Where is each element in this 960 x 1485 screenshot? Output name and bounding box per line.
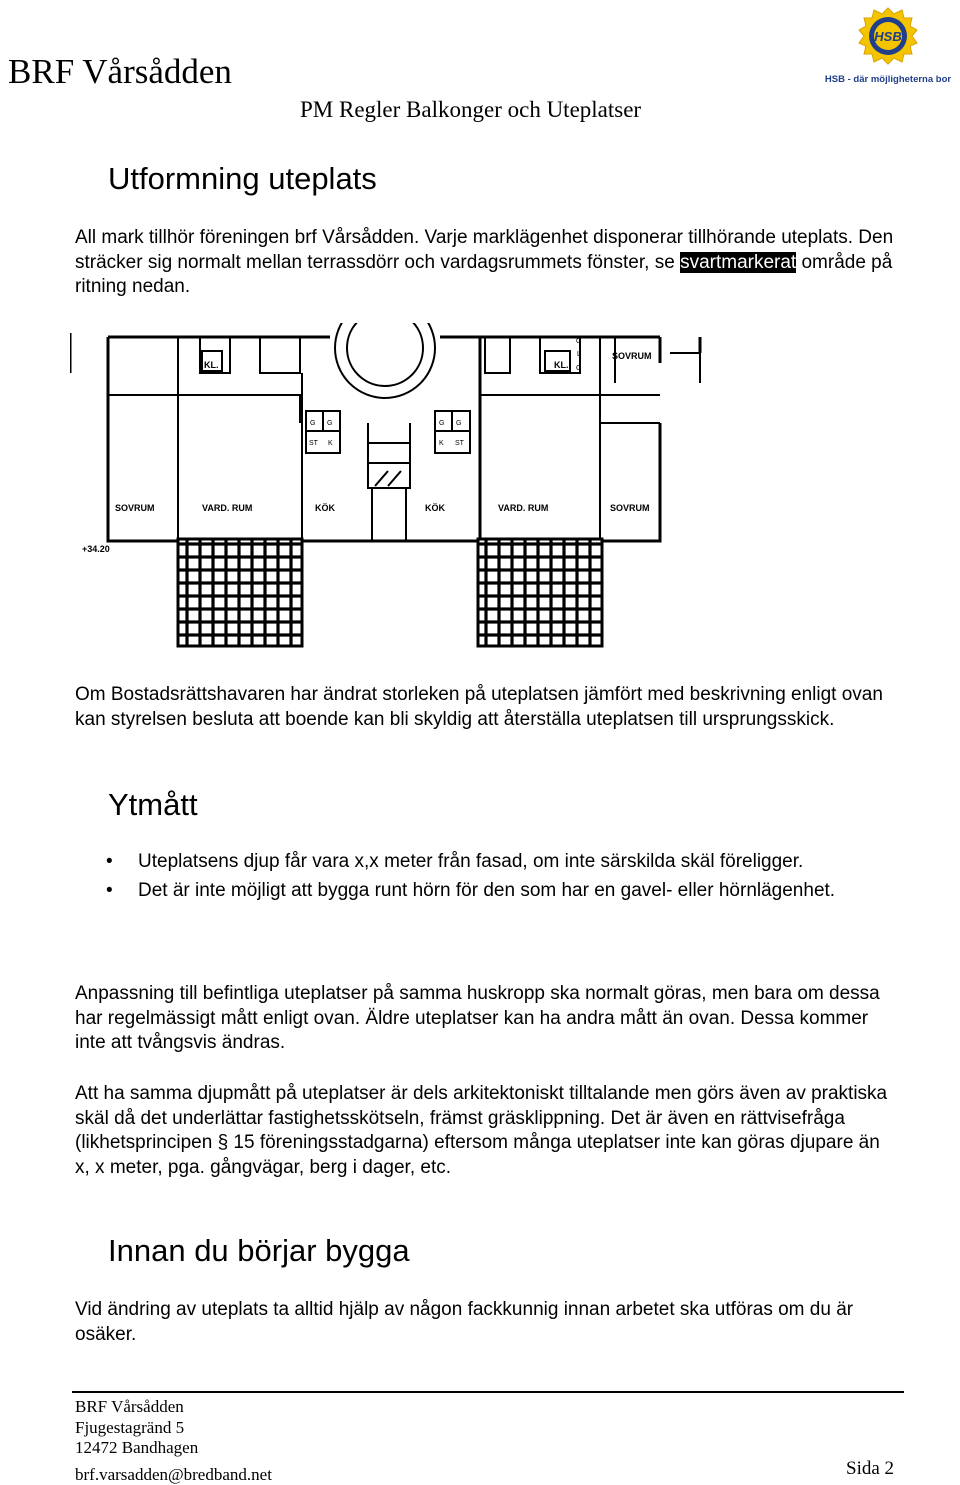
plan-label-kok-left: KÖK bbox=[315, 503, 336, 513]
footer-postal: 12472 Bandhagen bbox=[75, 1438, 272, 1459]
bullet-icon: • bbox=[106, 879, 113, 904]
plan-label-g: G bbox=[327, 420, 332, 427]
logo-ring-text: HSB bbox=[874, 29, 901, 44]
plan-label-g: G bbox=[456, 420, 461, 427]
paragraph-intro bbox=[75, 226, 895, 300]
footer-divider bbox=[72, 1391, 904, 1393]
org-name: BRF Vårsådden bbox=[8, 50, 232, 94]
logo-emblem bbox=[859, 8, 917, 64]
list-item bbox=[75, 879, 895, 904]
footer-email: brf.varsadden@bredband.net bbox=[75, 1465, 272, 1485]
plan-label-sovrum-left: SOVRUM bbox=[115, 503, 155, 513]
heading-ytmatt: Ytmått bbox=[108, 786, 198, 824]
plan-label-k: K bbox=[328, 440, 333, 447]
intro-text-before: All mark tillhör föreningen brf Vårsådden. Varje marklägenhet disponerar tillhörande uteplats. Den sträcker sig normalt mellan terrassdörr och vardagsrummets fönster, se bbox=[75, 227, 893, 273]
floor-plan-drawing bbox=[70, 323, 720, 648]
plan-label-g: G bbox=[576, 338, 581, 345]
logo-tagline: HSB - där möjligheterna bor bbox=[825, 74, 951, 85]
plan-label-g: G bbox=[576, 365, 581, 372]
bullet-text: Det är inte möjligt att bygga runt hörn för den som har en gavel- eller hörnlägenhet. bbox=[138, 880, 835, 901]
plan-label-sovrum-right-upper: SOVRUM bbox=[612, 351, 652, 361]
paragraph-adjustment: Anpassning till befintliga uteplatser på samma huskropp ska normalt göras, men bara om dessa har regelmässigt mått enligt ovan. Äldre uteplatser kan ha andra mått än ovan. Dessa kommer inte att tvångsvis ändras. bbox=[75, 982, 895, 1056]
document-title: PM Regler Balkonger och Uteplatser bbox=[300, 96, 641, 124]
plan-label-kl-right: KL. bbox=[554, 360, 569, 370]
bullet-text: Uteplatsens djup får vara x,x meter från fasad, om inte särskilda skäl föreligger. bbox=[138, 851, 803, 872]
footer-org-name: BRF Vårsådden bbox=[75, 1397, 272, 1418]
plan-label-l: L bbox=[577, 351, 581, 358]
heading-innan-du-borjar: Innan du börjar bygga bbox=[108, 1232, 410, 1270]
footer-street: Fjugestagränd 5 bbox=[75, 1418, 272, 1439]
list-item bbox=[75, 850, 895, 875]
paragraph-depth-reason: Att ha samma djupmått på uteplatser är dels arkitektoniskt tilltalande men görs även av praktiska skäl då det underlättar fastighetsskötseln, främst gräsklippning. Det är även en rättvisefråga (likhetsprincipen § 15 föreningsstadgarna) eftersom många uteplatser inte kan göras djupare än x, x meter, pga. gångvägar, berg i dager, etc. bbox=[75, 1082, 895, 1180]
footer-address bbox=[75, 1397, 272, 1485]
paragraph-advice: Vid ändring av uteplats ta alltid hjälp av någon fackkunnig innan arbetet ska utföras om du är osäker. bbox=[75, 1298, 895, 1347]
plan-label-kl-left: KL. bbox=[204, 360, 219, 370]
ytmatt-bullet-list bbox=[75, 850, 895, 907]
hsb-logo bbox=[822, 4, 954, 90]
paragraph-restore: Om Bostadsrättshavaren har ändrat storleken på uteplatsen jämfört med beskrivning enligt ovan kan styrelsen besluta att boende kan bli skyldig att återställa uteplatsen till ursprungsskick. bbox=[75, 683, 895, 732]
plan-label-k: K bbox=[439, 440, 444, 447]
heading-utformning-uteplats: Utformning uteplats bbox=[108, 160, 377, 198]
plan-label-sovrum-right-lower: SOVRUM bbox=[610, 503, 650, 513]
bullet-icon: • bbox=[106, 850, 113, 875]
plan-label-vardrum-right: VARD. RUM bbox=[498, 503, 548, 513]
plan-label-g: G bbox=[439, 420, 444, 427]
plan-label-level: +34.20 bbox=[82, 544, 110, 554]
plan-label-vardrum-left: VARD. RUM bbox=[202, 503, 252, 513]
intro-highlight-text: svartmarkerat bbox=[680, 252, 796, 273]
intro-text-after: område på ritning nedan. bbox=[75, 252, 892, 298]
plan-label-st: ST bbox=[455, 440, 465, 447]
page-number: Sida 2 bbox=[846, 1458, 894, 1480]
plan-label-st: ST bbox=[309, 440, 319, 447]
plan-label-g: G bbox=[310, 420, 315, 427]
plan-label-kok-right: KÖK bbox=[425, 503, 446, 513]
